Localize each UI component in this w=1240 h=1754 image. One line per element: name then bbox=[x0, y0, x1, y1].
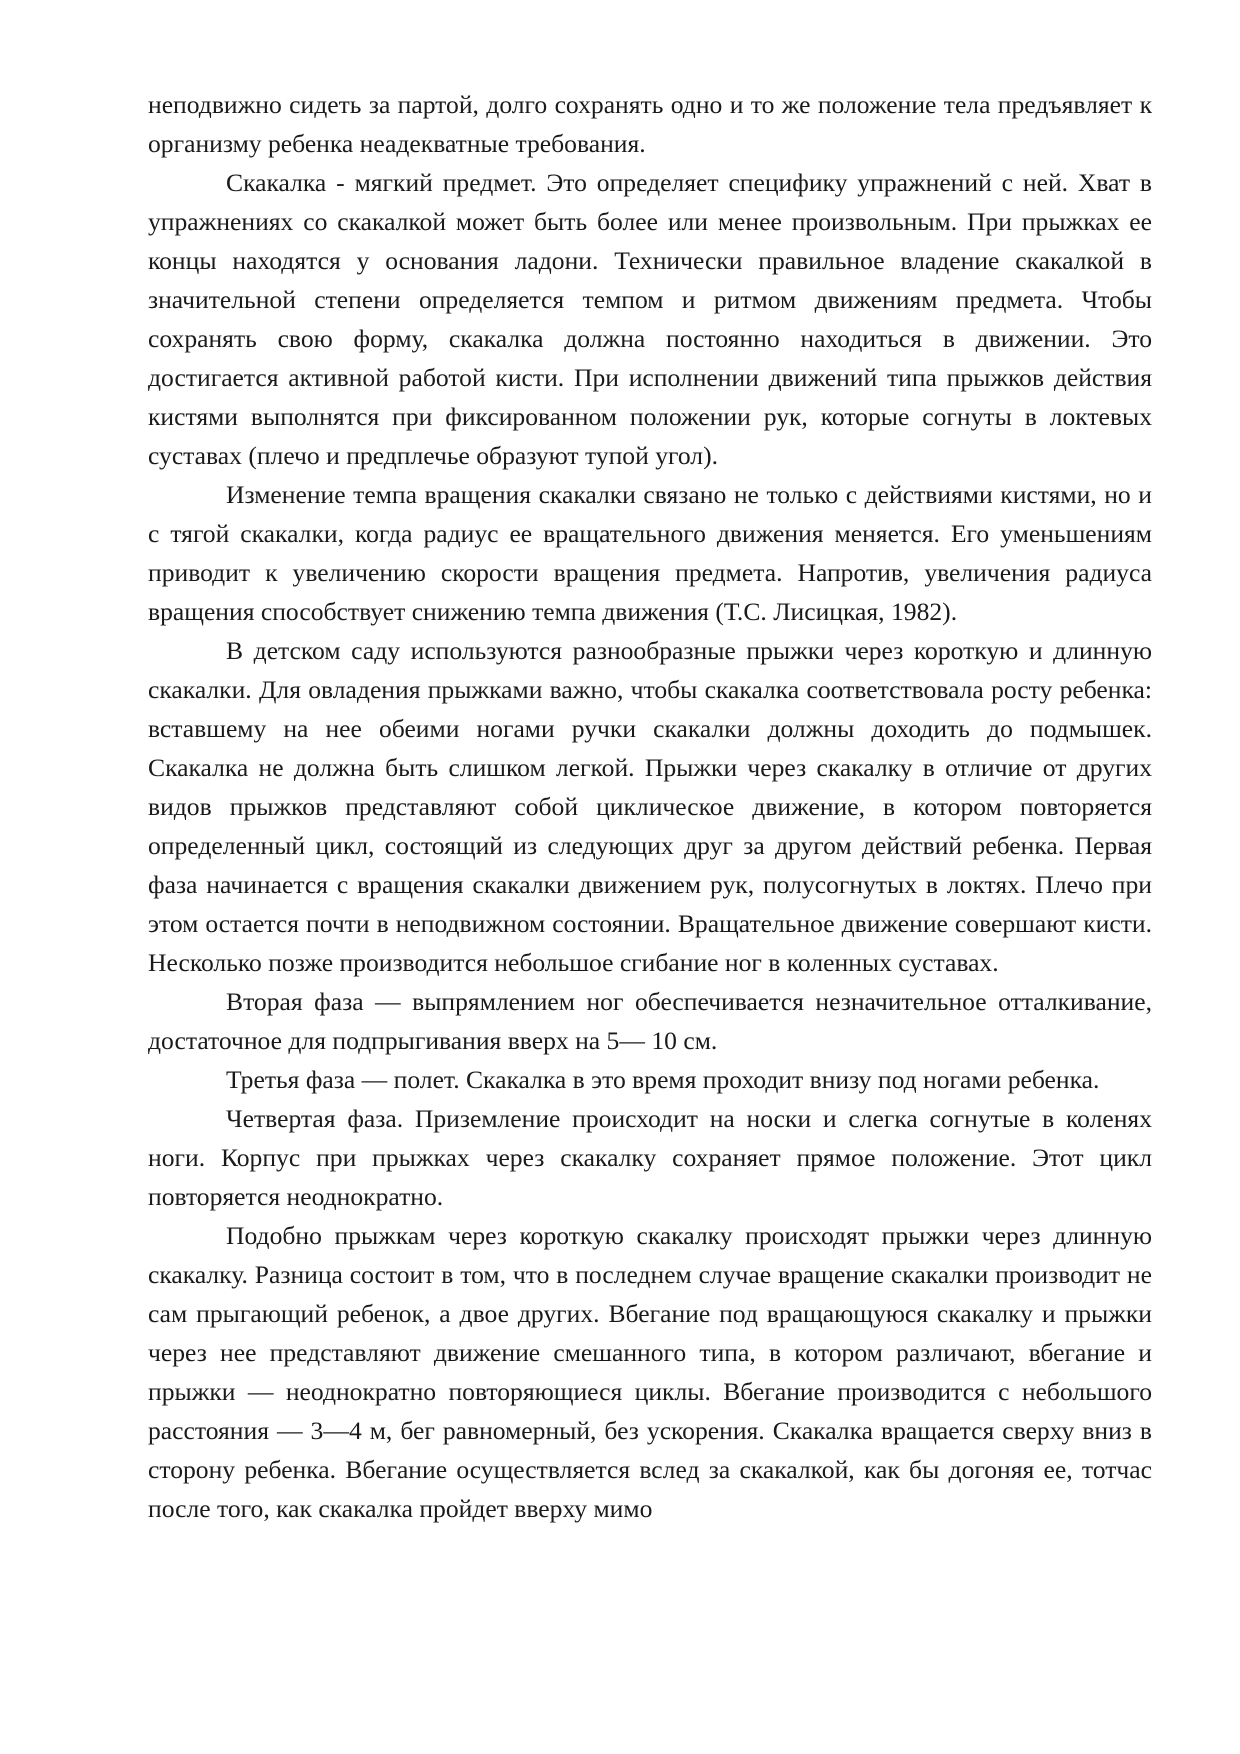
paragraph-skakalka-soft-object: Скакалка - мягкий предмет. Это определяет специфику упражнений с ней. Хват в упражнениях со скакалкой может быть более или менее произвольным. При прыжках ее концы находятся у основания ладони. Технически правильное владение скакалкой в значительной степени определяется темпом и ритмом движениям предмета. Чтобы сохранять свою форму, скакалка должна постоянно находиться в движении. Это достигается активной работой кисти. При исполнении движений типа прыжков действия кистями выполнятся при фиксированном положении рук, которые согнуты в локтевых суставах (плечо и предплечье образуют тупой угол). bbox=[148, 168, 1152, 470]
paragraph-long-rope: Подобно прыжкам через короткую скакалку происходят прыжки через длинную скакалку. Разница состоит в том, что в последнем случае вращение скакалки производит не сам прыгающий ребенок, а двое других. Вбегание под вращающуюся скакалку и прыжки через нее представляют движение смешанного типа, в котором различают, вбегание и прыжки — неоднократно повторяющиеся циклы. Вбегание производится с небольшого расстояния — 3—4 м, бег равномерный, без ускорения. Скакалка вращается сверху вниз в сторону ребенка. Вбегание осуществляется вслед за скакалкой, как бы догоняя ее, тотчас после того, как скакалка пройдет вверху мимо bbox=[148, 1221, 1152, 1523]
document-body bbox=[148, 85, 1152, 1528]
paragraph-rotation-tempo: Изменение темпа вращения скакалки связано не только с действиями кистями, но и с тягой скакалки, когда радиус ее вращательного движения меняется. Его уменьшениям приводит к увеличению скорости вращения предмета. Напротив, увеличения радиуса вращения способствует снижению темпа движения (Т.С. Лисицкая, 1982). bbox=[148, 480, 1152, 626]
paragraph-phase-two: Вторая фаза — выпрямлением ног обеспечивается незначительное отталкивание, достаточное для подпрыгивания вверх на 5— 10 см. bbox=[148, 987, 1152, 1055]
paragraph-continuation: неподвижно сидеть за партой, долго сохранять одно и то же положение тела предъявляет к организму ребенка неадекватные требования. bbox=[148, 90, 1152, 158]
paragraph-phase-three: Третья фаза — полет. Скакалка в это время проходит внизу под ногами ребенка. bbox=[226, 1065, 1100, 1094]
paragraph-phase-four: Четвертая фаза. Приземление происходит на носки и слегка согнутые в коленях ноги. Корпус при прыжках через скакалку сохраняет прямое положение. Этот цикл повторяется неоднократно. bbox=[148, 1104, 1152, 1211]
paragraph-kindergarten-jumps: В детском саду используются разнообразные прыжки через короткую и длинную скакалки. Для овладения прыжками важно, чтобы скакалка соответствовала росту ребенка: вставшему на нее обеими ногами ручки скакалки должны доходить до подмышек. Скакалка не должна быть слишком легкой. Прыжки через скакалку в отличие от других видов прыжков представляют собой циклическое движение, в котором повторяется определенный цикл, состоящий из следующих друг за другом действий ребенка. Первая фаза начинается с вращения скакалки движением рук, полусогнутых в локтях. Плечо при этом остается почти в неподвижном состоянии. Вращательное движение совершают кисти. Несколько позже производится небольшое сгибание ног в коленных суставах. bbox=[148, 636, 1152, 977]
